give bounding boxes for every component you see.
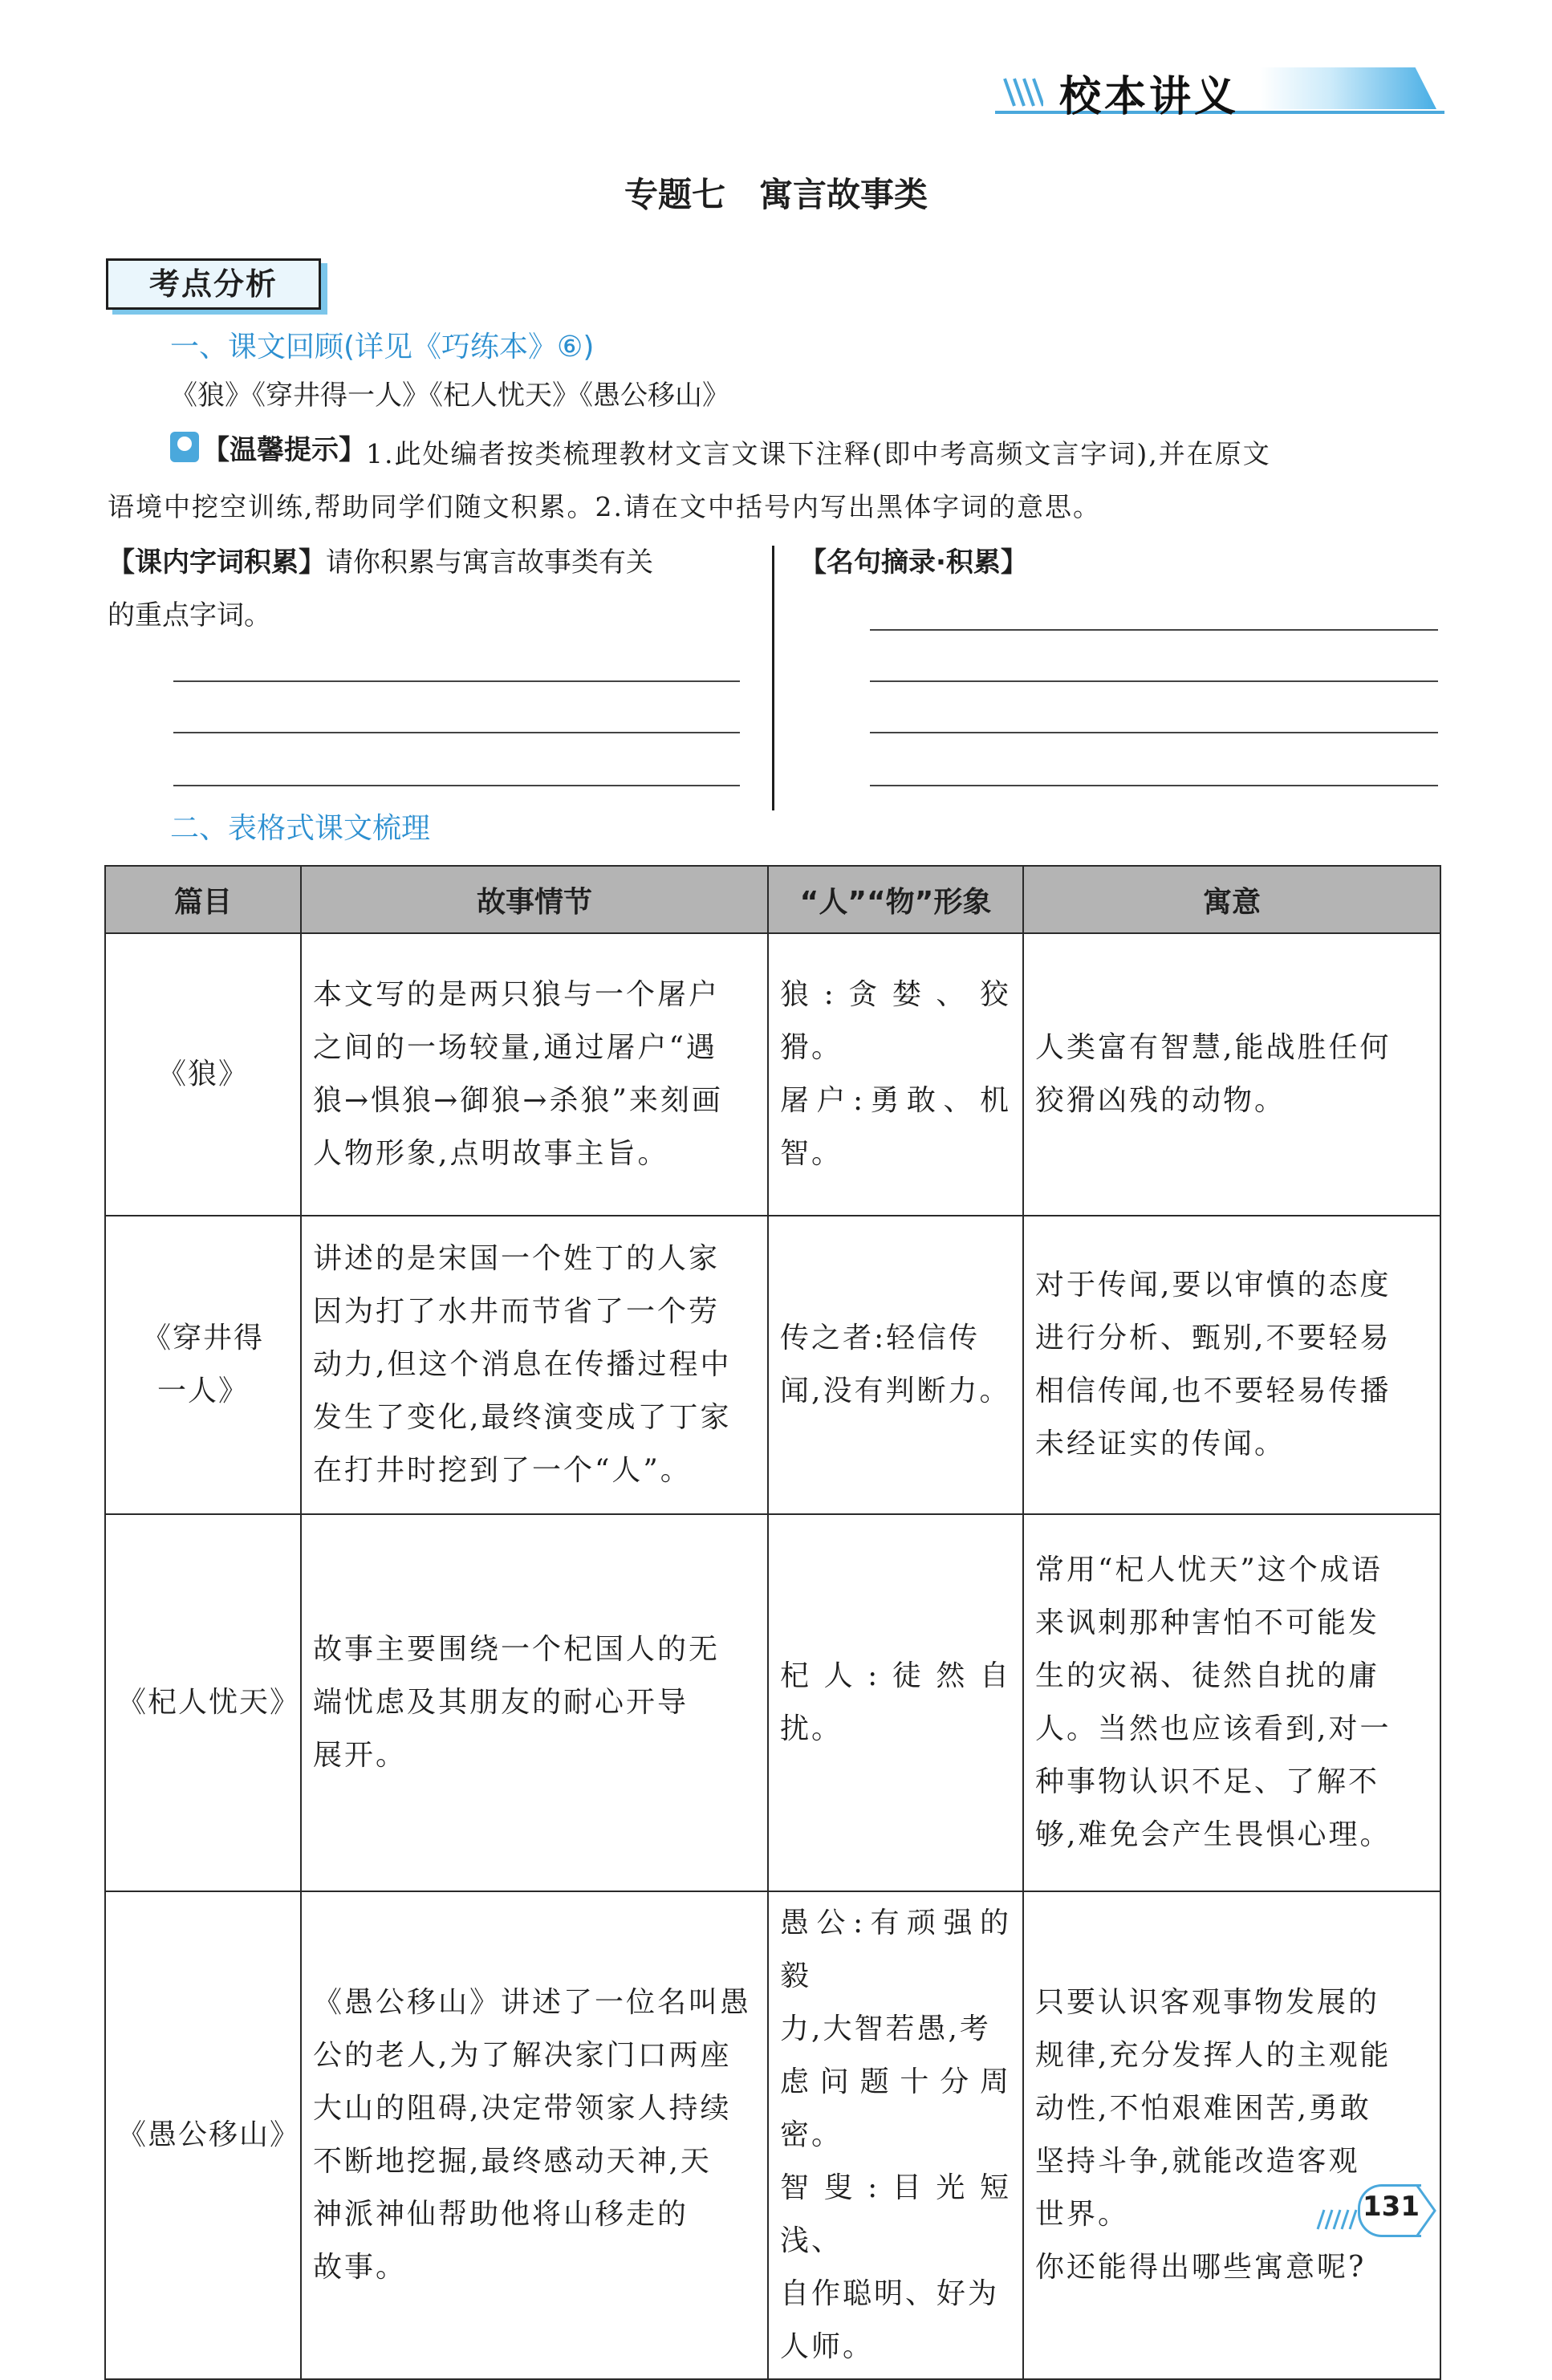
cell-image-line: 力,大智若愚,考 (780, 2012, 991, 2045)
tip-label: 【温馨提示】 (202, 434, 366, 466)
table-header-row (105, 866, 1440, 933)
cell-title-line: 《狼》 (156, 1058, 249, 1090)
cell-image-line: 传之者:轻信传 (780, 1322, 981, 1354)
header-title: 校本讲义 (1059, 73, 1240, 121)
cell-plot-line: 端忧虑及其朋友的耐心开导 (313, 1686, 689, 1719)
cell-plot (301, 933, 768, 1216)
cell-plot-line: 本文写的是两只狼与一个屠户 (313, 978, 721, 1011)
table-row (105, 1216, 1440, 1514)
cell-moral-line: 人类富有智慧,能战胜任何 (1035, 1031, 1392, 1064)
cell-title (105, 1216, 301, 1514)
blank-line[interactable] (870, 785, 1438, 786)
tip-body-line1: 1.此处编者按类梳理教材文言文课下注释(即中考高频文言字词),并在原文 (366, 438, 1271, 469)
header-plot: 故事情节 (301, 866, 768, 933)
cell-image (768, 1216, 1023, 1514)
cell-plot-line: 《愚公移山》讲述了一位名叫愚 (313, 1986, 752, 2019)
header-stripes-icon (1001, 74, 1043, 109)
header-moral: 寓意 (1023, 866, 1440, 933)
cell-moral-line: 只要认识客观事物发展的 (1035, 1986, 1380, 2019)
cell-moral-line: 动性,不怕艰难困苦,勇敢 (1035, 2092, 1371, 2125)
cell-moral-line: 种事物认识不足、了解不 (1035, 1765, 1380, 1798)
blank-line[interactable] (870, 680, 1438, 682)
blank-line[interactable] (173, 785, 740, 786)
cell-plot-line: 公的老人,为了解决家门口两座 (313, 2039, 732, 2072)
cell-image-line: 愚公:有顽强的毅 (780, 1907, 1011, 1992)
cell-image-line: 狼:贪婪、狡猾。 (780, 978, 1011, 1064)
header-image: “人”“物”形象 (768, 866, 1023, 933)
cell-plot-line: 讲述的是宋国一个姓丁的人家 (313, 1242, 721, 1275)
cell-plot-line: 神派神仙帮助他将山移走的 (313, 2198, 689, 2231)
table-row (105, 933, 1440, 1216)
cell-moral-line: 未经证实的传闻。 (1035, 1428, 1286, 1460)
section-tag (106, 258, 321, 310)
cell-moral-line: 坚持斗争,就能改造客观 (1035, 2145, 1360, 2178)
story-table (104, 865, 1441, 2380)
cell-moral-line: 相信传闻,也不要轻易传播 (1035, 1375, 1392, 1407)
blank-line[interactable] (173, 680, 740, 682)
cell-image (768, 1891, 1023, 2379)
cell-title (105, 1514, 301, 1891)
cell-image-line: 屠户:勇敢、机智。 (780, 1084, 1011, 1170)
blank-line[interactable] (870, 732, 1438, 733)
header-title: 篇目 (105, 866, 301, 933)
cell-moral-line: 对于传闻,要以审慎的态度 (1035, 1269, 1392, 1302)
cell-moral (1023, 1216, 1440, 1514)
cell-image-line: 闻,没有判断力。 (780, 1375, 1011, 1407)
header-gradient (1260, 67, 1436, 109)
blank-line[interactable] (870, 629, 1438, 631)
page-number-stripes-icon (1316, 2207, 1363, 2231)
page-number: 131 (1363, 2191, 1420, 2223)
cell-image (768, 1514, 1023, 1891)
cell-image (768, 933, 1023, 1216)
tip-body-line2: 语境中挖空训练,帮助同学们随文积累。2.请在文中括号内写出黑体字词的意思。 (108, 491, 1101, 522)
cell-moral (1023, 1891, 1440, 2379)
cell-plot-line: 不断地挖掘,最终感动天神,天 (313, 2145, 712, 2178)
cell-plot (301, 1891, 768, 2379)
page-title: 专题七 寓言故事类 (624, 175, 928, 214)
table-row (105, 1891, 1440, 2379)
lightbulb-icon (170, 432, 199, 462)
accumulate-left (108, 536, 653, 589)
cell-title-line: 一人》 (156, 1375, 249, 1407)
cell-moral-line: 生的灾祸、徒然自扰的庸 (1035, 1659, 1380, 1692)
cell-title-line: 《穿井得 (141, 1322, 264, 1354)
cell-moral (1023, 1514, 1440, 1891)
cell-plot-line: 发生了变化,最终演变成了丁家 (313, 1401, 732, 1434)
cell-title (105, 1891, 301, 2379)
cell-plot-line: 因为打了水井而节省了一个劳 (313, 1295, 721, 1328)
cell-plot-line: 动力,但这个消息在传播过程中 (313, 1348, 732, 1381)
accumulate-left-text-1: 请你积累与寓言故事类有关 (326, 546, 653, 579)
cell-plot-line: 狼→惧狼→御狼→杀狼”来刻画 (313, 1084, 723, 1117)
cell-moral-line: 常用“杞人忧天”这个成语 (1035, 1553, 1383, 1586)
accumulate-right-label: 【名句摘录·积累】 (799, 546, 1028, 579)
cell-moral (1023, 933, 1440, 1216)
column-divider (772, 546, 774, 810)
cell-moral-line: 世界。 (1035, 2198, 1130, 2231)
cell-moral-line: 来讽刺那种害怕不可能发 (1035, 1606, 1380, 1639)
cell-plot (301, 1216, 768, 1514)
cell-plot-line: 展开。 (313, 1739, 408, 1772)
cell-plot-line: 人物形象,点明故事主旨。 (313, 1137, 669, 1170)
cell-image-line: 人师。 (780, 2330, 875, 2363)
section2-heading: 二、表格式课文梳理 (170, 812, 431, 845)
accumulate-left-text-2: 的重点字词。 (108, 599, 271, 632)
table-row (105, 1514, 1440, 1891)
cell-moral-line: 规律,充分发挥人的主观能 (1035, 2039, 1392, 2072)
cell-image-line: 自作聪明、好为 (780, 2277, 1000, 2310)
cell-image-line: 虑问题十分周密。 (780, 2065, 1011, 2151)
cell-plot-line: 大山的阻碍,决定带领家人持续 (313, 2092, 732, 2125)
cell-moral-line: 你还能得出哪些寓意呢? (1035, 2251, 1367, 2284)
cell-moral-line: 进行分析、甄别,不要轻易 (1035, 1322, 1392, 1354)
cell-title-line: 《杞人忧天》 (117, 1686, 301, 1719)
cell-plot-line: 故事主要围绕一个杞国人的无 (313, 1633, 721, 1666)
cell-plot-line: 在打井时挖到了一个“人”。 (313, 1454, 692, 1487)
cell-plot-line: 故事。 (313, 2251, 408, 2284)
cell-title-line: 《愚公移山》 (117, 2118, 301, 2151)
blank-line[interactable] (173, 732, 740, 733)
cell-plot (301, 1514, 768, 1891)
section1-texts: 《狼》《穿井得一人》《杞人忧天》《愚公移山》 (170, 380, 729, 412)
accumulate-left-label: 【课内字词积累】 (108, 546, 326, 579)
section1-heading: 一、课文回顾(详见《巧练本》⑥) (170, 331, 595, 363)
cell-moral-line: 人。当然也应该看到,对一 (1035, 1712, 1392, 1745)
section-tag-label: 考点分析 (148, 266, 278, 302)
cell-moral-line: 狡猾凶残的动物。 (1035, 1084, 1286, 1117)
cell-title (105, 933, 301, 1216)
cell-image-line: 杞人:徒然自扰。 (780, 1659, 1011, 1745)
cell-moral-line: 够,难免会产生畏惧心理。 (1035, 1818, 1392, 1851)
cell-plot-line: 之间的一场较量,通过屠户“遇 (313, 1031, 717, 1064)
cell-image-line: 智叟:目光短浅、 (780, 2171, 1011, 2257)
